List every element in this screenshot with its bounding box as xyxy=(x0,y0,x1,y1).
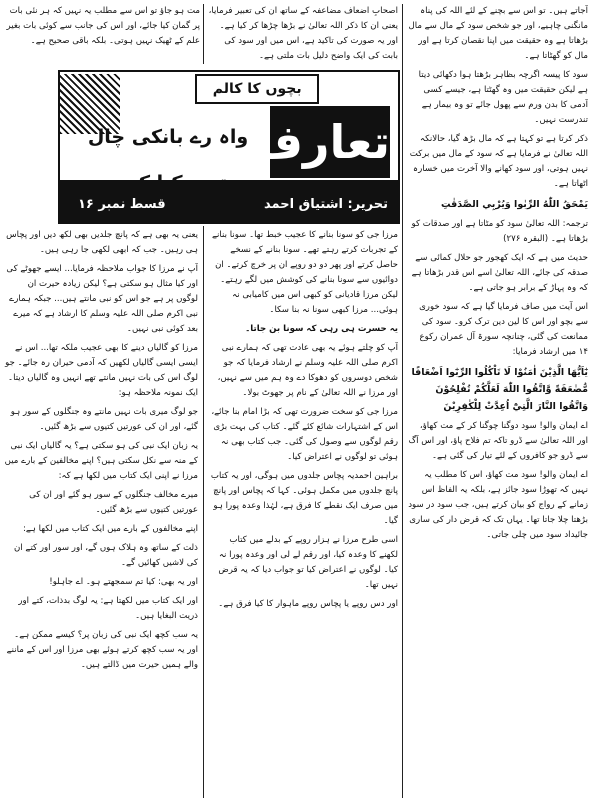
paragraph: مرزا جی کو سونا بنانے کا عجیب خبط تھا۔ سونا بنانے کے تجربات کرتے رہتے تھے۔ سونا بنانے کے نسخے حاصل کرتے اور پھر دو دو روپے ان پر خرچ کرتے۔ ان دوائیوں سے سونا بنانے کی کوشش میں لگے رہتے۔ لیکن مرزا قادیانی کو کبھی اس میں کامیابی نہ ہوئی... مرزا کبھی سونا نہ بنا سکا۔ xyxy=(211,230,398,315)
paragraph: یہ حسرت ہی رہی کہ سونا بن جاتا۔ xyxy=(245,324,398,334)
column-divider xyxy=(203,226,204,798)
verse-translation: ترجمہ: اللہ تعالیٰ سود کو مٹاتا ہے اور صدقات کو بڑھاتا ہے۔ (البقرہ ۲۷۶) xyxy=(411,219,588,244)
paragraph: اور ایک کتاب میں لکھتا ہے: یہ لوگ بدذات، کتے اور ذریت البغایا ہیں۔ xyxy=(18,596,198,621)
top-strip-middle xyxy=(208,4,398,64)
paragraph: سود کا پیسہ اگرچہ بظاہر بڑھتا ہوا دکھائی دیتا ہے لیکن حقیقت میں وہ گھٹتا ہے، جیسے کسی آدمی کا بدن ورم سے پھول جائے تو وہ بیمار ہے تندرست نہیں۔ xyxy=(418,70,588,125)
middle-column xyxy=(208,228,398,798)
right-column xyxy=(408,4,588,798)
left-column xyxy=(4,228,198,798)
paragraph: میرے مخالف جنگلوں کے سور ہو گئے اور ان کی عورتیں کتیوں سے بڑھ گئیں۔ xyxy=(29,490,198,515)
paragraph: اور یہ بھی: کیا تم سمجھتے ہو۔ اے جاہلو! xyxy=(49,577,198,587)
top-strip-left-text: مت ہو جاؤ تو اس سے مطلب یہ نہیں کہ ہر نئی بات پر گمان کیا جائے، اور اس کی جانب سے کوئی بات بغیر علم کے ٹھیک نہیں ہوتی۔ بلکہ باقی صحیح ہے۔ xyxy=(6,6,200,46)
paragraph: اپنے مخالفوں کے بارے میں ایک کتاب میں لکھا ہے: xyxy=(22,524,198,534)
paragraph: براہین احمدیہ پچاس جلدوں میں ہوگی، اور یہ کتاب پانچ جلدوں میں مکمل ہوئی۔ کہا کہ پچاس اور پانچ میں صرف ایک نقطے کا فرق ہے، لہٰذا وعدہ پورا ہو گیا۔ xyxy=(210,471,398,526)
paragraph: اے ایمان والو! سود دوگنا چوگنا کر کے مت کھاؤ، اور اللہ تعالیٰ سے ڈرو تاکہ تم فلاح پاؤ، اور اس آگ سے ڈرو جو کافروں کے لئے تیار کی گئی ہے۔ xyxy=(408,421,588,461)
banner-headline: واہ رے بانکی چال xyxy=(87,126,249,148)
paragraph: مرزا جی کو سخت ضرورت تھی کہ بڑا امام بنا جائے، اس کے اشتہارات شائع کئے گئے۔ کتاب کی بہت بڑی رقم لوگوں سے وصول کی گئی۔ جب کتاب بھی نہ ہوئی تو لوگوں نے اعتراض کیا۔ xyxy=(211,407,398,462)
paragraph: اے ایمان والو! سود مت کھاؤ، اس کا مطلب یہ نہیں کہ تھوڑا سود جائز ہے، بلکہ یہ الفاظ اس زمانے کے رواج کو بیان کرتے ہیں، جب سود در سود بڑھتا چلا جاتا تھا۔ یہاں تک کہ قرض دار کی ساری جائیداد سود میں چلی جاتی۔ xyxy=(408,470,588,540)
paragraph: ذکر کرتا ہے تو کہتا ہے کہ مال بڑھ گیا، حالانکہ اللہ تعالیٰ نے فرمایا ہے کہ سود کے مال میں برکت نہیں ہوتی، اور سود کھانے والا آخرت میں خسارہ اٹھاتا ہے۔ xyxy=(409,134,588,189)
top-strip-left xyxy=(4,4,200,64)
column-banner xyxy=(58,70,400,224)
paragraph: آپ نے مرزا کا جواب ملاحظہ فرمایا... ایسے جھوٹے کی اور کیا مثال ہو سکتی ہے؟ لیکن زیادہ حیرت ان لوگوں پر ہے جو اس کو نبی مانتے ہیں... جبکہ ہمارے نبی اکرم صلی اللہ علیہ وسلم کا ارشاد ہے کہ میرے بعد کوئی نبی نہیں۔ xyxy=(6,264,198,334)
banner-byline: تحریر: اشتیاق احمد xyxy=(264,197,388,212)
paragraph: مرزا کو گالیاں دینے کا بھی عجیب ملکہ تھا... اس نے ایسی ایسی گالیاں لکھیں کہ آدمی حیران رہ جائے۔ جو لوگ اس کی بات نہیں مانتے تھے انہیں وہ گالیاں دیتا۔ ایک نمونہ ملاحظہ ہو: xyxy=(5,343,198,398)
quran-verse: يٰٓاَيُّهَا الَّذِيْنَ اٰمَنُوْا لَا تَاْكُلُوا الرِّبٰٓوا اَضْعَافًا مُّضٰعَفَةً وَّاتَّقُوا اللّٰهَ لَعَلَّكُمْ تُفْلِحُوْنَ وَاتَّقُوا النَّارَ الَّتِيْٓ اُعِدَّتْ لِلْكٰفِرِيْنَ xyxy=(411,367,588,412)
paragraph: آجاتے ہیں۔ تو اس سے بچنے کے لئے اللہ کی پناہ مانگنی چاہیے، اور جو شخص سود کے مال سے مال بڑھاتا ہے وہ حقیقت میں اپنا نقصان کرتا ہے اور مال کو گھٹاتا ہے۔ xyxy=(408,6,588,61)
column-divider xyxy=(203,4,204,64)
paragraph: حدیث میں ہے کہ ایک کھجور جو حلال کمائی سے صدقہ کی جائے، اللہ تعالیٰ اسے اس قدر بڑھاتا ہے کہ وہ پہاڑ کے برابر ہو جاتی ہے۔ xyxy=(411,253,588,293)
paragraph: اسی طرح مرزا نے ہزار روپے کے بدلے میں کتاب لکھنے کا وعدہ کیا، اور رقم لے لی اور وعدہ پورا نہ کیا۔ لوگوں نے اعتراض کیا تو جواب دیا کہ یہ قرض نہیں تھا۔ xyxy=(218,535,398,590)
banner-kicker: بچوں کا کالم xyxy=(195,74,319,104)
top-strip-middle-text: اصحابِ اضعاف مضاعفہ کے ساتھ ان کی تعبیر فرمایا، یعنی ان کا ذکر اللہ تعالیٰ نے بڑھا چڑھا کر کیا ہے۔ اور یہ صورت کی تاکید ہے، اس میں اور سود کی بابت کی ایک واضح دلیل بات ملتی ہے۔ xyxy=(208,6,398,61)
paragraph: یعنی یہ بھی ہے کہ پانچ جلدیں بھی لکھ دیں اور پچاس ہی رہیں۔ جب کہ ابھی لکھی جا رہی ہیں۔ xyxy=(6,230,198,255)
banner-logo: تعارف xyxy=(270,106,390,178)
quran-verse: يَمْحَقُ اللّٰهُ الرِّبٰوا وَيُرْبِي الصَّدَقٰتِ xyxy=(440,199,588,210)
banner-episode: قسط نمبر ۱۶ xyxy=(78,197,166,212)
paragraph: ذلت کے ساتھ وہ ہلاک ہوں گے، اور سور اور کتے ان کی لاشیں کھائیں گے۔ xyxy=(13,543,198,568)
paragraph: یہ سب کچھ ایک نبی کی زبان پر؟ کیسے ممکن ہے۔ اور یہ سب کچھ کرتے ہوئے بھی مرزا اور اس کے ماننے والے ہمیں حیرت میں ڈالتے ہیں۔ xyxy=(6,630,198,670)
column-divider xyxy=(402,4,403,798)
paragraph: جو لوگ میری بات نہیں مانتے وہ جنگلوں کے سور ہو گئے، اور ان کی عورتیں کتیوں سے بڑھ گئیں۔ xyxy=(10,407,198,432)
paragraph: اس آیت میں صاف فرمایا گیا ہے کہ سود خوری سے بچو اور اس کا لین دین ترک کرو۔ سود کی ممانعت کی گئی، چنانچہ سورۃ آل عمران رکوع ۱۴ میں ارشاد فرمایا: xyxy=(419,302,588,357)
paragraph: آپ کو چلتے ہوئے یہ بھی عادت تھی کہ ہمارے نبی اکرم صلی اللہ علیہ وسلم نے ارشاد فرمایا کہ جو شخص دوسروں کو دھوکا دے وہ ہم میں سے نہیں، اور مرزا نے اللہ تعالیٰ کے نام پر جھوٹ بولا۔ xyxy=(217,343,398,398)
paragraph: اور دس روپے یا پچاس روپے ماہوار کا کیا فرق ہے۔ xyxy=(218,599,398,609)
paragraph: یہ زبان ایک نبی کی ہو سکتی ہے؟ یہ گالیاں ایک نبی کے منہ سے نکل سکتی ہیں؟ اپنے مخالفین کے بارے میں مرزا نے اپنی ایک کتاب میں لکھا ہے کہ: xyxy=(4,441,198,481)
banner-strip xyxy=(60,180,398,222)
